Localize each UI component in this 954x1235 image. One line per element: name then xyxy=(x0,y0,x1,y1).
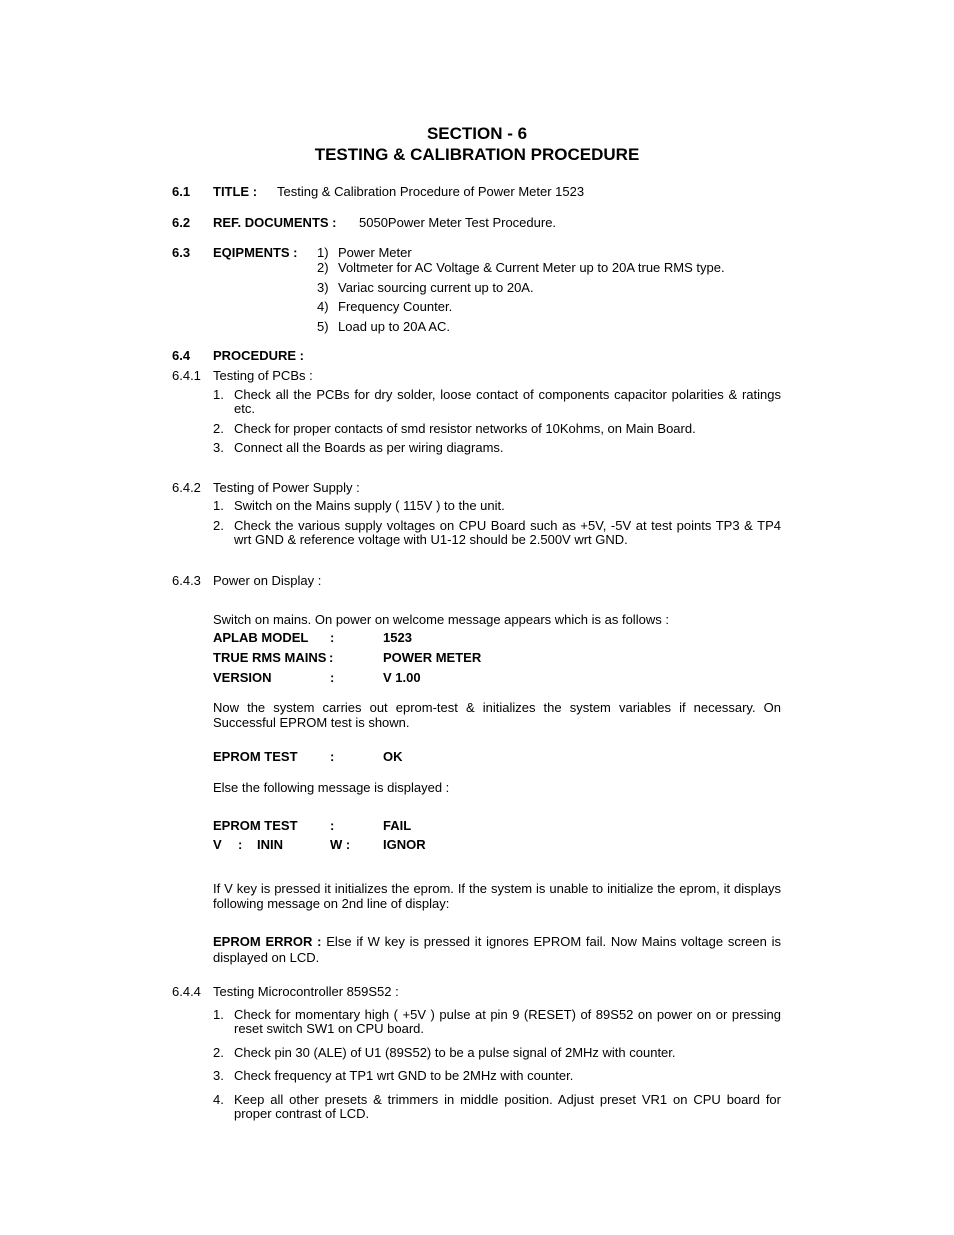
item-text: Check all the PCBs for dry solder, loose contact of components capacitor polarities & ratings etc. xyxy=(234,387,781,416)
display-label: VERSION xyxy=(213,670,272,685)
display-label: W : xyxy=(330,837,351,852)
display-value: V 1.00 xyxy=(383,670,421,685)
display-value: IGNOR xyxy=(383,837,426,852)
equipment-item: Variac sourcing current up to 20A. xyxy=(338,280,534,295)
item-text: Keep all other presets & trimmers in middle position. Adjust preset VR1 on CPU board for proper contrast of LCD. xyxy=(234,1092,781,1121)
item-text: Switch on the Mains supply ( 115V ) to the unit. xyxy=(234,498,505,513)
procedure-label: PROCEDURE : xyxy=(213,348,305,363)
display-separator: : xyxy=(330,670,335,685)
item-text: Check frequency at TP1 wrt GND to be 2MHz with counter. xyxy=(234,1068,574,1083)
item-number: 1. xyxy=(213,1007,224,1022)
equipment-item: Load up to 20A AC. xyxy=(338,319,451,334)
equipment-item: Frequency Counter. xyxy=(338,299,453,314)
item-text: Check for momentary high ( +5V ) pulse at pin 9 (RESET) of 89S52 on power on or pressing reset switch SW1 on CPU board. xyxy=(234,1007,781,1036)
paragraph: Now the system carries out eprom-test & initializes the system variables if necessary. On Successful EPROM test is shown. xyxy=(213,700,781,730)
equipment-item: Power Meter xyxy=(338,245,412,260)
title-label: TITLE : xyxy=(213,184,258,199)
display-label: V xyxy=(213,837,222,852)
eprom-error-text: Else if W key is pressed it ignores EPROM fail. Now Mains voltage screen is displayed on LCD. xyxy=(213,934,781,965)
item-text: Check the various supply voltages on CPU Board such as +5V, -5V at test points TP3 & TP4 wrt GND & reference voltage with U1-12 should be 2.500V wrt GND. xyxy=(234,518,781,547)
ref-documents-text: 5050Power Meter Test Procedure. xyxy=(359,215,557,230)
display-separator: : xyxy=(330,630,335,645)
equipment-number: 2) xyxy=(317,260,329,275)
equipment-number: 5) xyxy=(317,319,329,334)
display-value: OK xyxy=(383,749,403,764)
display-value: ININ xyxy=(257,837,283,852)
section-number-6-3: 6.3 xyxy=(172,245,191,260)
display-separator: : xyxy=(329,650,334,665)
item-number: 2. xyxy=(213,421,224,436)
equipments-label: EQIPMENTS : xyxy=(213,245,298,260)
item-number: 2. xyxy=(213,1045,224,1060)
subsection-title: Power on Display : xyxy=(213,573,322,588)
item-number: 3. xyxy=(213,1068,224,1083)
eprom-error-label: EPROM ERROR : xyxy=(213,934,322,949)
display-label: APLAB MODEL xyxy=(213,630,309,645)
subsection-title: Testing of Power Supply : xyxy=(213,480,360,495)
item-number: 2. xyxy=(213,518,224,533)
equipment-number: 4) xyxy=(317,299,329,314)
eprom-error-paragraph xyxy=(213,934,781,966)
paragraph: Else the following message is displayed : xyxy=(213,780,450,795)
equipment-item: Voltmeter for AC Voltage & Current Meter up to 20A true RMS type. xyxy=(338,260,725,275)
item-number: 4. xyxy=(213,1092,224,1107)
display-label: TRUE RMS MAINS xyxy=(213,650,327,665)
display-separator: : xyxy=(238,837,243,852)
subsection-title: Testing of PCBs : xyxy=(213,368,313,383)
item-number: 1. xyxy=(213,387,224,402)
ref-documents-label: REF. DOCUMENTS : xyxy=(213,215,337,230)
item-number: 1. xyxy=(213,498,224,513)
display-value: POWER METER xyxy=(383,650,482,665)
section-number-6-1: 6.1 xyxy=(172,184,191,199)
title-text: Testing & Calibration Procedure of Power Meter 1523 xyxy=(277,184,585,199)
display-label: EPROM TEST xyxy=(213,749,298,764)
subsection-number-6-4-3: 6.4.3 xyxy=(172,573,201,588)
display-separator: : xyxy=(330,749,335,764)
section-heading: SECTION - 6 xyxy=(426,124,528,143)
equipment-number: 1) xyxy=(317,245,329,260)
display-value: 1523 xyxy=(383,630,412,645)
item-text: Connect all the Boards as per wiring diagrams. xyxy=(234,440,504,455)
item-text: Check pin 30 (ALE) of U1 (89S52) to be a pulse signal of 2MHz with counter. xyxy=(234,1045,676,1060)
display-value: FAIL xyxy=(383,818,412,833)
paragraph: If V key is pressed it initializes the eprom. If the system is unable to initialize the eprom, it displays following message on 2nd line of display: xyxy=(213,881,781,911)
section-number-6-2: 6.2 xyxy=(172,215,191,230)
display-label: EPROM TEST xyxy=(213,818,298,833)
subsection-number-6-4-4: 6.4.4 xyxy=(172,984,201,999)
list-item xyxy=(213,388,781,418)
display-separator: : xyxy=(330,818,335,833)
item-text: Check for proper contacts of smd resistor networks of 10Kohms, on Main Board. xyxy=(234,421,696,436)
subsection-number-6-4-1: 6.4.1 xyxy=(172,368,201,383)
section-number-6-4: 6.4 xyxy=(172,348,191,363)
welcome-intro: Switch on mains. On power on welcome message appears which is as follows : xyxy=(213,612,669,627)
equipment-number: 3) xyxy=(317,280,329,295)
page-title: TESTING & CALIBRATION PROCEDURE xyxy=(314,145,640,164)
item-number: 3. xyxy=(213,440,224,455)
subsection-number-6-4-2: 6.4.2 xyxy=(172,480,201,495)
subsection-title: Testing Microcontroller 859S52 : xyxy=(213,984,399,999)
